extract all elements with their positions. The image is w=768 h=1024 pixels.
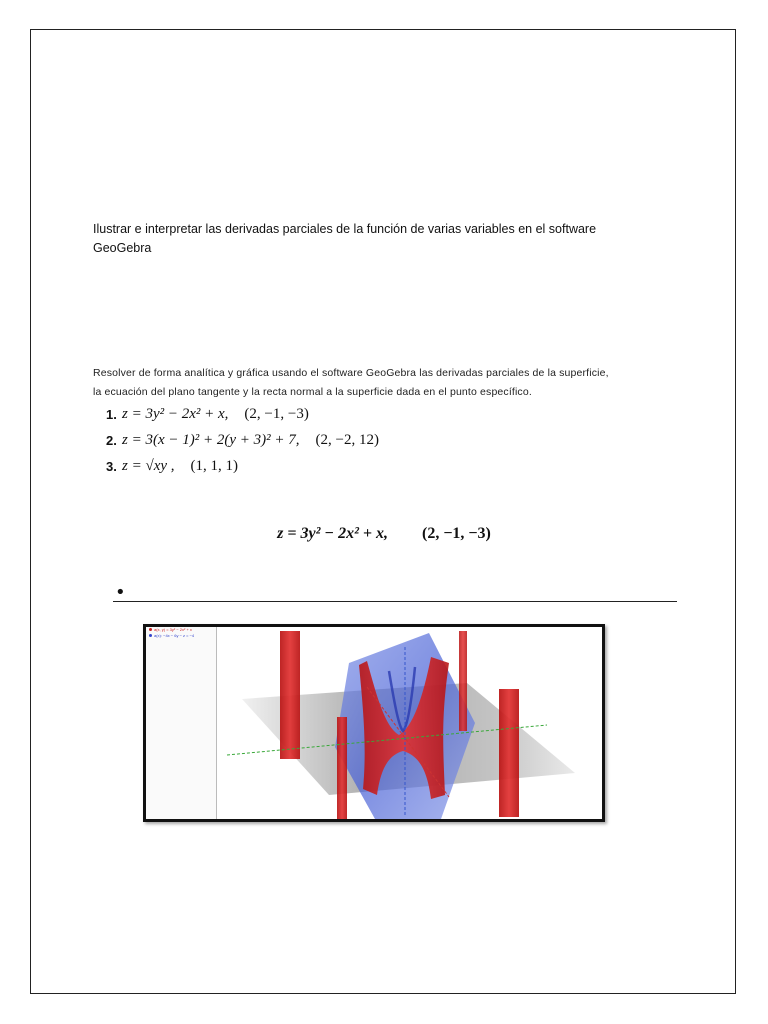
task-line-2: la ecuación del plano tangente y la recta normal a la superficie dada en el punto específico. (93, 386, 532, 398)
exercise-number: 1. (106, 406, 117, 422)
selected-equation (0, 525, 768, 543)
exercise-item (106, 401, 526, 427)
red-dot-icon (149, 628, 152, 631)
algebra-row-text: a(x, y) = 3y² − 2x² + x (154, 627, 192, 632)
geogebra-screenshot (143, 624, 605, 822)
task-line-1: Resolver de forma analítica y gráfica usando el software GeoGebra las derivadas parciales de la superficie, (93, 367, 609, 379)
exercise-number: 2. (106, 432, 117, 448)
algebra-view (146, 627, 217, 819)
surface-sheet (280, 631, 300, 759)
exercise-item (106, 453, 526, 479)
algebra-row-text: a(x): −4x − 6y − z = −4 (154, 633, 195, 638)
intro-paragraph: Ilustrar e interpretar las derivadas parciales de la función de varias variables en el software GeoGebra (93, 222, 597, 255)
exercise-number: 3. (106, 458, 117, 474)
exercise-point: (2, −2, 12) (315, 431, 379, 448)
page-border (30, 29, 736, 994)
selected-equation-formula: z = 3y² − 2x² + x, (277, 525, 388, 542)
exercise-point: (1, 1, 1) (190, 457, 239, 474)
exercise-formula: z = 3(x − 1)² + 2(y + 3)² + 7, (122, 431, 300, 448)
surface-sheet (459, 631, 467, 731)
surface-sheet (499, 689, 519, 817)
exercise-formula: z = 3y² − 2x² + x, (122, 405, 229, 422)
algebra-row (146, 633, 216, 639)
surface-sheet (337, 717, 347, 819)
bullet-marker: • (115, 582, 126, 603)
exercise-formula: z = √xy , (122, 457, 175, 474)
blue-dot-icon (149, 634, 152, 637)
exercise-point: (2, −1, −3) (244, 405, 309, 422)
exercise-list (106, 401, 526, 479)
selected-equation-point: (2, −1, −3) (421, 525, 491, 542)
exercise-item (106, 427, 526, 453)
graphics-3d-view (217, 627, 602, 819)
task-paragraph (93, 364, 693, 402)
horizontal-rule (113, 601, 677, 602)
